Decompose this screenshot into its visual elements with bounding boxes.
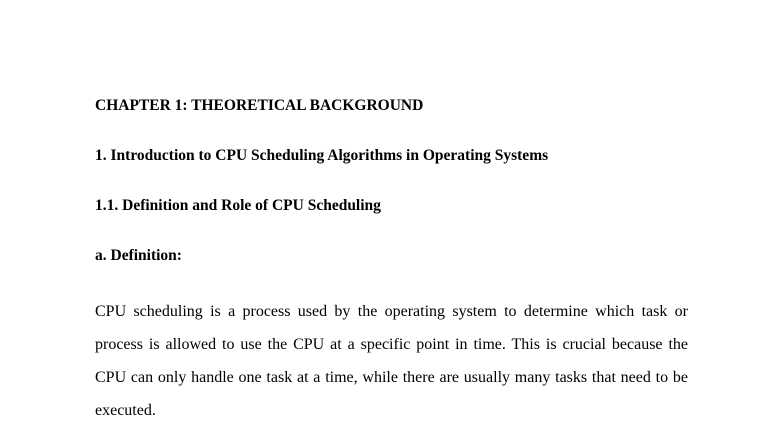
definition-paragraph: CPU scheduling is a process used by the operating system to determine which task or process is allowed to use the CPU at a specific point in time. This is crucial because the CPU can only handle one task at a time, while there are usually many tasks that need to be executed.: [95, 303, 688, 419]
subsection-title: 1.1. Definition and Role of CPU Scheduling: [95, 197, 381, 214]
chapter-title: CHAPTER 1: THEORETICAL BACKGROUND: [95, 97, 424, 114]
definition-label: a. Definition:: [95, 247, 182, 264]
section-title: 1. Introduction to CPU Scheduling Algorithms in Operating Systems: [95, 147, 549, 164]
